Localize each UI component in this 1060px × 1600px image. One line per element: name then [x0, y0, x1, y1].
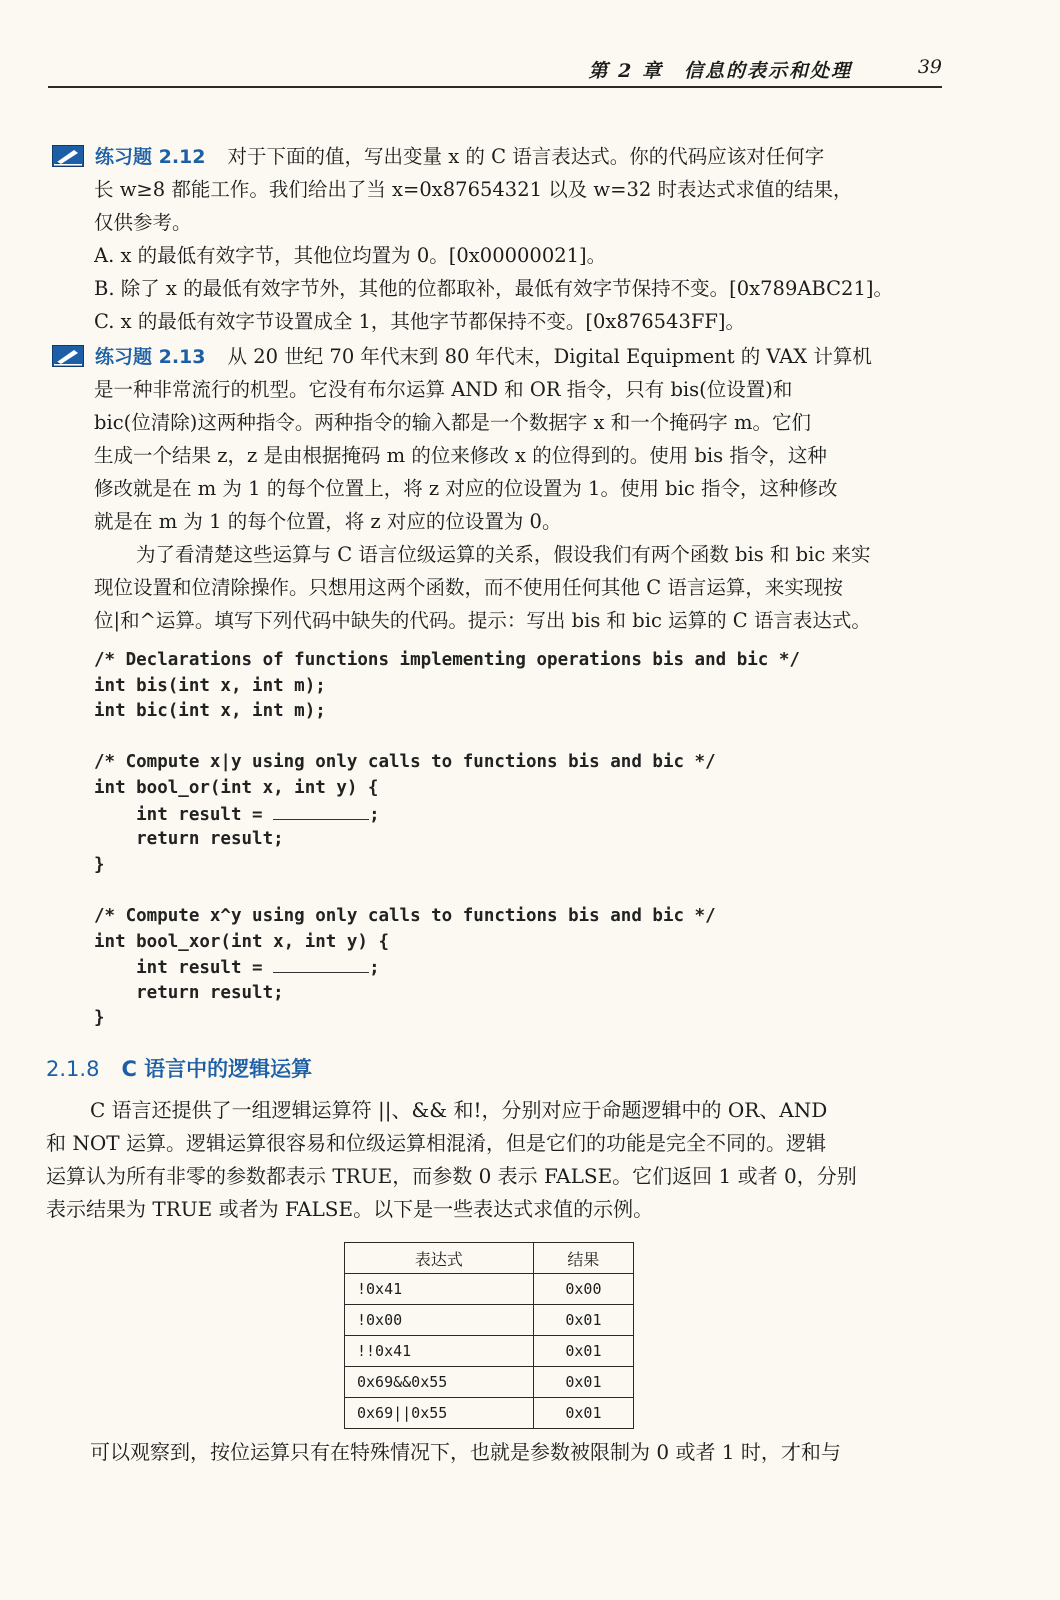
exercise-text-line: 长 w≥8 都能工作。我们给出了当 x=0x87654321 以及 w=32 时表达式求值的结果，	[94, 178, 853, 201]
code-text: ;	[369, 804, 380, 825]
code-line: return result;	[94, 829, 284, 850]
exercise-text-line: 为了看清楚这些运算与 C 语言位级运算的关系，假设我们有两个函数 bis 和 bic 来实	[136, 543, 871, 566]
exercise-2-12	[52, 141, 942, 341]
expression-cell: !0x41	[345, 1274, 534, 1305]
running-header	[48, 52, 942, 88]
expression-cell: 0x69||0x55	[345, 1398, 534, 1429]
chapter-title: 第 2 章 信息的表示和处理	[588, 60, 852, 82]
code-line: int bic(int x, int m);	[94, 701, 326, 722]
exercise-text-line: 现位设置和位清除操作。只想用这两个函数，而不使用任何其他 C 语言运算，来实现按	[94, 576, 843, 599]
result-cell: 0x01	[533, 1367, 633, 1398]
code-line	[94, 878, 914, 904]
exercise-2-13	[52, 341, 942, 641]
code-line-blank-or	[94, 802, 914, 828]
exercise-item-c: C. x 的最低有效字节设置成全 1，其他字节都保持不变。[0x876543FF]。	[94, 310, 746, 333]
exercise-text-line: 就是在 m 为 1 的每个位置，将 z 对应的位设置为 0。	[94, 510, 562, 533]
exercise-text-line: 对于下面的值，写出变量 x 的 C 语言表达式。你的代码应该对任何字	[227, 145, 825, 168]
fill-in-blank	[273, 955, 369, 973]
code-line	[94, 725, 914, 751]
code-text: int result =	[94, 958, 274, 979]
code-line: }	[94, 854, 105, 875]
logic-examples-table	[344, 1242, 634, 1429]
column-header-expression: 表达式	[345, 1243, 534, 1274]
column-header-result: 结果	[533, 1243, 633, 1274]
code-line: int bis(int x, int m);	[94, 675, 326, 696]
exercise-text-line: 从 20 世纪 70 年代末到 80 年代末，Digital Equipment 的 VAX 计算机	[227, 345, 872, 368]
section-title: C 语言中的逻辑运算	[121, 1057, 313, 1081]
section-heading	[46, 1053, 312, 1083]
code-line: int bool_xor(int x, int y) {	[94, 931, 390, 952]
closing-paragraph	[46, 1436, 936, 1469]
paragraph-line: 运算认为所有非零的参数都表示 TRUE，而参数 0 表示 FALSE。它们返回 1 或者 0，分别	[46, 1164, 857, 1188]
code-listing	[94, 648, 914, 1032]
table-row	[345, 1305, 634, 1336]
code-line: int bool_or(int x, int y) {	[94, 777, 379, 798]
code-line: /* Declarations of functions implementing operations bis and bic */	[94, 650, 800, 670]
expression-cell: 0x69&&0x55	[345, 1367, 534, 1398]
code-text: ;	[369, 958, 380, 979]
exercise-text-line: 生成一个结果 z，z 是由根据掩码 m 的位来修改 x 的位得到的。使用 bis 指令，这种	[94, 444, 827, 467]
result-cell: 0x00	[533, 1274, 633, 1305]
expression-cell: !0x00	[345, 1305, 534, 1336]
exercise-label: 练习题 2.13	[95, 346, 206, 368]
table-header-row	[345, 1243, 634, 1274]
exercise-label: 练习题 2.12	[95, 146, 206, 168]
table-row	[345, 1274, 634, 1305]
pencil-exercise-icon	[52, 145, 84, 167]
code-line: /* Compute x^y using only calls to functions bis and bic */	[94, 905, 716, 926]
exercise-text-line: 位|和^运算。填写下列代码中缺失的代码。提示：写出 bis 和 bic 运算的 C 语言表达式。	[94, 609, 871, 632]
result-cell: 0x01	[533, 1336, 633, 1367]
table-row	[345, 1398, 634, 1429]
section-number: 2.1.8	[46, 1057, 100, 1081]
exercise-text-line: 是一种非常流行的机型。它没有布尔运算 AND 和 OR 指令，只有 bis(位设置)和	[94, 378, 793, 401]
section-paragraph	[46, 1094, 936, 1226]
exercise-text-line: 仅供参考。	[94, 211, 192, 234]
paragraph-line: 和 NOT 运算。逻辑运算很容易和位级运算相混淆，但是它们的功能是完全不同的。逻辑	[46, 1131, 826, 1155]
table-row	[345, 1336, 634, 1367]
paragraph-line: 可以观察到，按位运算只有在特殊情况下，也就是参数被限制为 0 或者 1 时，才和与	[90, 1440, 841, 1464]
pencil-exercise-icon	[52, 345, 84, 367]
paragraph-line: C 语言还提供了一组逻辑运算符 ||、&& 和!，分别对应于命题逻辑中的 OR、AND	[90, 1098, 828, 1122]
exercise-text-line: bic(位清除)这两种指令。两种指令的输入都是一个数据字 x 和一个掩码字 m。它们	[94, 411, 811, 434]
code-line: }	[94, 1008, 105, 1029]
exercise-text-line: 修改就是在 m 为 1 的每个位置上，将 z 对应的位设置为 1。使用 bic 指令，这种修改	[94, 477, 838, 500]
expression-cell: !!0x41	[345, 1336, 534, 1367]
result-cell: 0x01	[533, 1305, 633, 1336]
exercise-item-a: A. x 的最低有效字节，其他位均置为 0。[0x00000021]。	[94, 244, 607, 267]
result-cell: 0x01	[533, 1398, 633, 1429]
code-line-blank-xor	[94, 955, 914, 981]
table-row	[345, 1367, 634, 1398]
code-text: int result =	[94, 804, 274, 825]
code-line: return result;	[94, 982, 284, 1003]
exercise-item-b: B. 除了 x 的最低有效字节外，其他的位都取补，最低有效字节保持不变。[0x789ABC21]。	[94, 277, 893, 300]
page-number: 39	[917, 56, 942, 78]
code-line: /* Compute x|y using only calls to functions bis and bic */	[94, 752, 716, 773]
fill-in-blank	[273, 802, 369, 820]
paragraph-line: 表示结果为 TRUE 或者为 FALSE。以下是一些表达式求值的示例。	[46, 1197, 654, 1221]
